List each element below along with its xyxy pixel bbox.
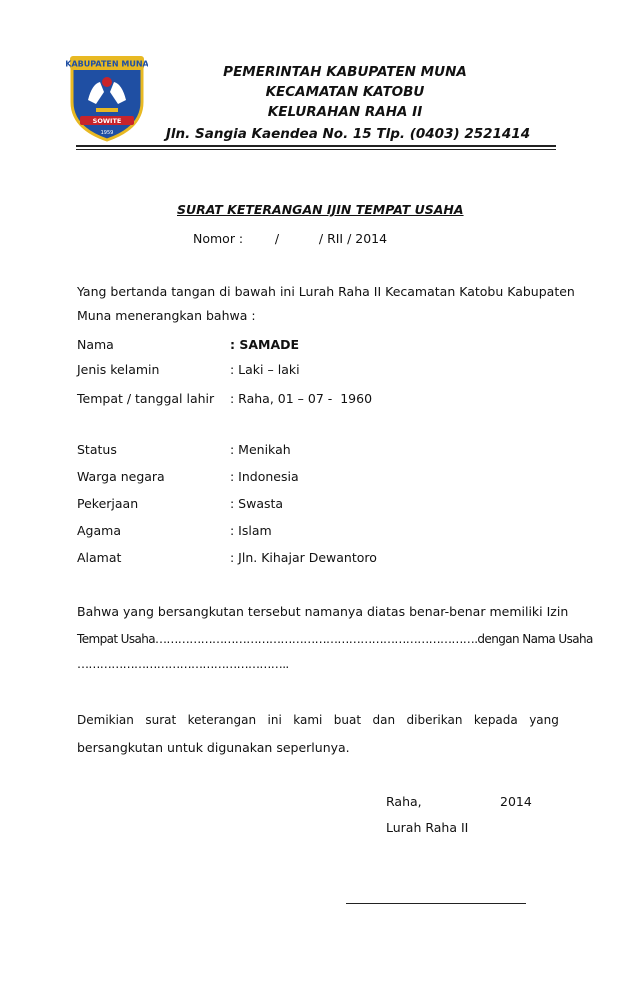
logo-bottom-text: SOWITE — [92, 117, 122, 125]
document-number: Nomor : / / RII / 2014 — [193, 231, 388, 246]
header-village: KELURAHAN RAHA II — [267, 104, 423, 120]
field-value-name: : SAMADE — [230, 337, 300, 352]
field-value-religion: : Islam — [230, 523, 272, 538]
header-rule-thick — [76, 145, 556, 147]
field-label-birth: Tempat / tanggal lahir — [77, 391, 215, 406]
header-rule-thin — [76, 149, 556, 150]
field-label-occupation: Pekerjaan — [77, 496, 139, 511]
field-value-occupation: : Swasta — [230, 496, 284, 511]
document-title: SURAT KETERANGAN IJIN TEMPAT USAHA — [177, 202, 464, 217]
field-label-citizenship: Warga negara — [77, 469, 165, 484]
field-label-name: Nama — [77, 337, 114, 352]
statement-line-2: Tempat Usaha………………………………………………………………………….dengan Nama Usaha — [77, 632, 593, 646]
statement-line-1: Bahwa yang bersangkutan tersebut namanya diatas benar-benar memiliki Izin — [77, 604, 569, 619]
logo-year: 1959 — [100, 130, 114, 136]
field-label-gender: Jenis kelamin — [77, 362, 160, 377]
logo-top-text: KABUPATEN MUNA — [66, 59, 148, 69]
field-label-status: Status — [77, 442, 117, 457]
field-value-birth: : Raha, 01 – 07 - 1960 — [230, 391, 373, 406]
signature-line — [346, 903, 526, 904]
field-value-citizenship: : Indonesia — [230, 469, 299, 484]
intro-line-2: Muna menerangkan bahwa : — [77, 308, 256, 323]
regency-logo — [66, 52, 148, 142]
field-label-religion: Agama — [77, 523, 121, 538]
field-value-status: : Menikah — [230, 442, 291, 457]
header-government: PEMERINTAH KABUPATEN MUNA — [223, 64, 467, 80]
field-value-address: : Jln. Kihajar Dewantoro — [230, 550, 377, 565]
closing-line-1: Demikian surat keterangan ini kami buat dan diberikan kepada yang — [77, 713, 559, 727]
closing-line-2: bersangkutan untuk digunakan seperlunya. — [77, 740, 350, 755]
signature-position: Lurah Raha II — [386, 820, 469, 835]
signature-place: Raha, — [386, 794, 422, 809]
intro-line-1: Yang bertanda tangan di bawah ini Lurah Raha II Kecamatan Katobu Kabupaten — [77, 284, 575, 299]
statement-line-3: ……………………………………………….. — [77, 657, 289, 671]
header-district: KECAMATAN KATOBU — [265, 84, 425, 100]
header-address: Jln. Sangia Kaendea No. 15 Tlp. (0403) 2521414 — [165, 126, 531, 142]
signature-year: 2014 — [500, 794, 532, 809]
field-value-gender: : Laki – laki — [230, 362, 300, 377]
field-label-address: Alamat — [77, 550, 122, 565]
